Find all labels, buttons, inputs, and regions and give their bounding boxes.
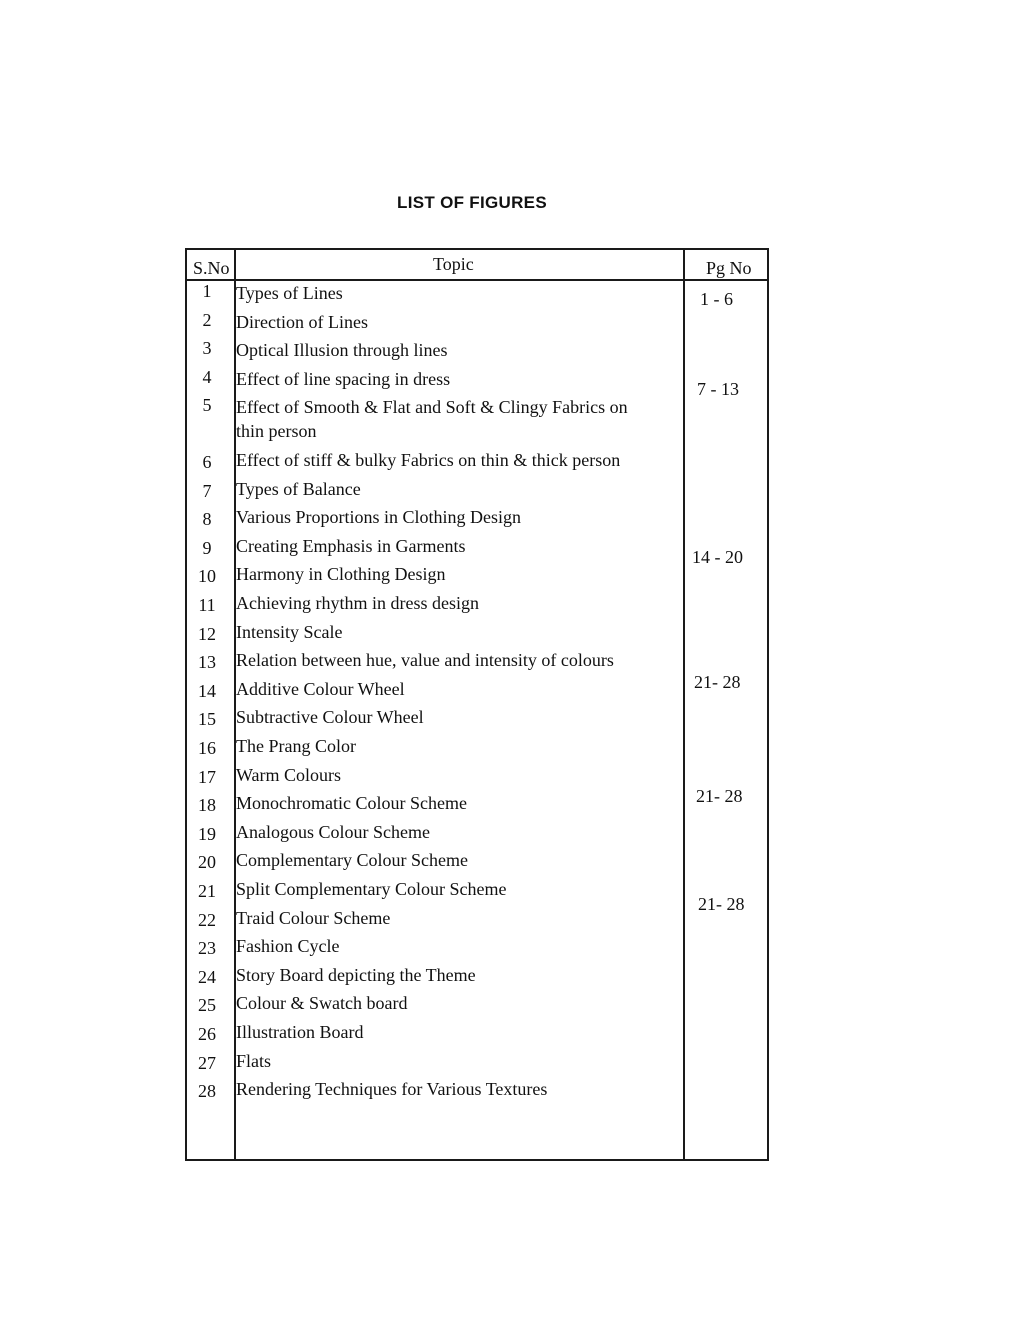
row-number: 25 bbox=[198, 995, 216, 1016]
figure-topic-text: Colour & Swatch board bbox=[236, 993, 408, 1014]
figure-topic bbox=[236, 477, 361, 501]
figure-topic-text: Various Proportions in Clothing Design bbox=[236, 507, 522, 528]
figure-topic bbox=[236, 1020, 363, 1044]
figure-topic-text: Flats bbox=[236, 1050, 272, 1071]
figure-topic-text: Effect of stiff & bulky Fabrics on thin & thick person bbox=[236, 450, 621, 470]
row-number: 7 bbox=[202, 480, 212, 501]
figure-topic bbox=[236, 1049, 271, 1073]
row-number: 12 bbox=[198, 623, 216, 644]
page-range: 7 - 13 bbox=[697, 379, 739, 399]
figure-topic bbox=[236, 705, 424, 729]
figure-topic-text: Direction of Lines bbox=[236, 311, 368, 332]
page-title: LIST OF FIGURES bbox=[397, 193, 547, 212]
figure-topic-text: Subtractive Colour Wheel bbox=[236, 707, 424, 728]
page-range: 14 - 20 bbox=[692, 547, 743, 567]
row-number: 22 bbox=[198, 909, 216, 930]
row-number: 20 bbox=[198, 852, 216, 873]
page-range: 21- 28 bbox=[694, 672, 741, 692]
figure-topic bbox=[236, 791, 467, 815]
header-topic: Topic bbox=[433, 254, 474, 274]
figure-topic-text: Effect of line spacing in dress bbox=[236, 368, 451, 389]
header-pg-no: Pg No bbox=[706, 258, 752, 278]
row-number: 8 bbox=[202, 509, 212, 530]
header-sno: S.No bbox=[193, 258, 230, 278]
figure-topic-text: Types of Lines bbox=[236, 283, 343, 303]
row-number: 14 bbox=[198, 680, 216, 701]
figure-topic bbox=[236, 820, 430, 844]
figure-topic bbox=[236, 763, 341, 787]
figure-topic-text: Optical Illusion through lines bbox=[236, 340, 448, 361]
figure-topic bbox=[236, 1077, 547, 1101]
figure-topic bbox=[236, 677, 405, 701]
figure-topic-text: Effect of Smooth & Flat and Soft & Clingy Fabrics on bbox=[236, 397, 628, 418]
page-range: 21- 28 bbox=[698, 894, 745, 914]
row-number: 28 bbox=[198, 1081, 216, 1102]
row-number: 16 bbox=[198, 738, 216, 758]
figure-topic bbox=[236, 734, 356, 758]
figure-topic-text: Creating Emphasis in Garments bbox=[236, 535, 466, 556]
row-number: 24 bbox=[198, 966, 216, 987]
row-number: 5 bbox=[202, 395, 212, 416]
figure-topic-text: Monochromatic Colour Scheme bbox=[236, 793, 467, 814]
figure-topic-text: Complementary Colour Scheme bbox=[236, 850, 468, 871]
figure-topic bbox=[236, 934, 340, 958]
figure-topic bbox=[236, 906, 390, 930]
figure-topic bbox=[236, 448, 620, 472]
row-number: 17 bbox=[198, 766, 216, 787]
row-number: 10 bbox=[198, 566, 216, 587]
figure-topic-text: Illustration Board bbox=[236, 1022, 364, 1042]
figure-topic-text: Intensity Scale bbox=[236, 621, 343, 642]
row-number: 27 bbox=[198, 1052, 216, 1073]
row-number: 13 bbox=[198, 652, 216, 673]
row-number: 4 bbox=[202, 366, 212, 387]
row-number: 3 bbox=[202, 338, 212, 359]
figure-topic-text: Traid Colour Scheme bbox=[236, 907, 391, 928]
row-number: 18 bbox=[198, 795, 216, 816]
row-number: 15 bbox=[198, 709, 216, 730]
column-divider bbox=[683, 250, 685, 1159]
figure-topic-text: Types of Balance bbox=[236, 478, 361, 499]
figure-topic bbox=[236, 281, 343, 305]
page-range: 21- 28 bbox=[696, 786, 743, 806]
figure-topic bbox=[236, 562, 446, 586]
figure-topic-text: Fashion Cycle bbox=[236, 936, 340, 957]
figure-topic-text: Split Complementary Colour Scheme bbox=[236, 879, 507, 899]
row-number: 6 bbox=[202, 452, 212, 472]
figure-topic-text: Story Board depicting the Theme bbox=[236, 964, 476, 985]
row-number: 11 bbox=[198, 595, 216, 615]
figure-topic-continuation: thin person bbox=[236, 421, 317, 442]
figure-topic bbox=[236, 877, 506, 901]
row-number: 26 bbox=[198, 1024, 216, 1044]
row-number: 9 bbox=[202, 537, 212, 558]
figure-topic bbox=[236, 534, 465, 558]
figure-topic bbox=[236, 991, 407, 1015]
figure-topic-text: Rendering Techniques for Various Textures bbox=[236, 1079, 548, 1100]
figures-table bbox=[185, 248, 769, 1161]
figure-topic-text: Analogous Colour Scheme bbox=[236, 821, 430, 842]
figure-topic bbox=[236, 310, 368, 334]
figure-topic bbox=[236, 648, 614, 672]
figure-topic-text: Warm Colours bbox=[236, 764, 342, 785]
page-range: 1 - 6 bbox=[700, 289, 733, 309]
figure-topic bbox=[236, 591, 479, 615]
figure-topic bbox=[236, 505, 521, 529]
figure-topic-text: Harmony in Clothing Design bbox=[236, 564, 446, 585]
row-number: 19 bbox=[198, 823, 216, 844]
figure-topic bbox=[236, 338, 447, 362]
row-number: 2 bbox=[202, 309, 212, 330]
figure-topic bbox=[236, 367, 450, 391]
row-number: 21 bbox=[198, 881, 216, 901]
figure-topic bbox=[236, 963, 476, 987]
figure-topic bbox=[236, 395, 628, 443]
figure-topic bbox=[236, 620, 342, 644]
row-number: 1 bbox=[202, 281, 212, 301]
row-number: 23 bbox=[198, 938, 216, 959]
figure-topic-text: Additive Colour Wheel bbox=[236, 678, 405, 699]
figure-topic bbox=[236, 848, 468, 872]
figure-topic-text: Achieving rhythm in dress design bbox=[236, 593, 479, 613]
figure-topic-text: Relation between hue, value and intensity of colours bbox=[236, 650, 614, 671]
figure-topic-text: The Prang Color bbox=[236, 736, 356, 756]
